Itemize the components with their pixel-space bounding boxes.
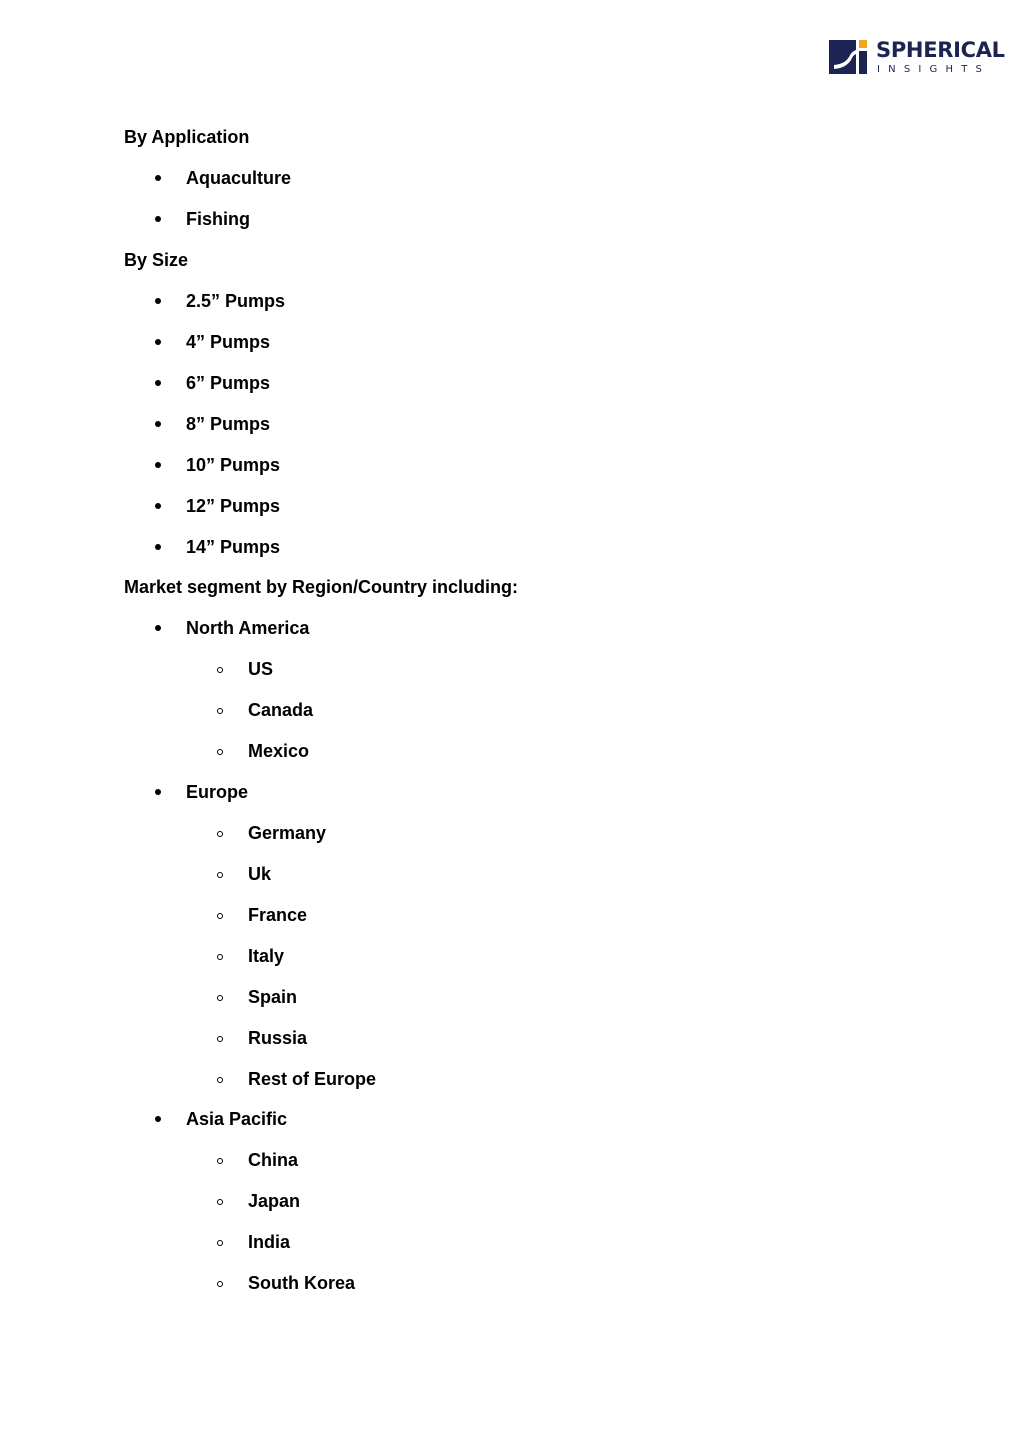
circle-bullet-icon: [217, 831, 223, 837]
country-label: Spain: [248, 987, 298, 1007]
bullet-icon: [155, 421, 161, 427]
country-item: [248, 740, 309, 762]
circle-bullet-icon: [217, 1281, 223, 1287]
list-item-label: 12” Pumps: [186, 496, 281, 516]
country-item: [248, 822, 326, 844]
circle-bullet-icon: [217, 1077, 223, 1083]
country-label: Russia: [248, 1028, 308, 1048]
bullet-icon: [155, 1116, 161, 1122]
country-item: [248, 1068, 376, 1090]
country-label: Italy: [248, 946, 285, 966]
country-label: Mexico: [248, 741, 310, 761]
bullet-icon: [155, 339, 161, 345]
country-label: France: [248, 905, 308, 925]
section-heading-region: Market segment by Region/Country including:: [124, 577, 519, 597]
circle-bullet-icon: [217, 1240, 223, 1246]
country-item: [248, 1272, 355, 1294]
circle-bullet-icon: [217, 872, 223, 878]
country-label: US: [248, 659, 274, 679]
country-item: [248, 699, 313, 721]
circle-bullet-icon: [217, 667, 223, 673]
circle-bullet-icon: [217, 1199, 223, 1205]
region-item: [186, 1108, 287, 1130]
region-label: North America: [186, 618, 310, 638]
section-heading-size: By Size: [124, 250, 189, 270]
list-item-label: 14” Pumps: [186, 537, 281, 557]
list-item: [186, 208, 250, 230]
list-item: [186, 290, 285, 312]
country-label: India: [248, 1232, 291, 1252]
spherical-insights-logo-icon: [829, 40, 867, 74]
country-label: Canada: [248, 700, 314, 720]
list-item: [186, 372, 270, 394]
country-label: South Korea: [248, 1273, 356, 1293]
country-label: Uk: [248, 864, 272, 884]
region-label: Asia Pacific: [186, 1109, 288, 1129]
country-label: Germany: [248, 823, 327, 843]
country-label: Japan: [248, 1191, 301, 1211]
country-item: [248, 863, 271, 885]
country-item: [248, 1231, 290, 1253]
list-item-label: Aquaculture: [186, 168, 292, 188]
country-item: [248, 986, 297, 1008]
region-item: [186, 617, 309, 639]
bullet-icon: [155, 175, 161, 181]
list-item-label: 6” Pumps: [186, 373, 271, 393]
bullet-icon: [155, 625, 161, 631]
list-item: [186, 331, 270, 353]
circle-bullet-icon: [217, 913, 223, 919]
bullet-icon: [155, 544, 161, 550]
circle-bullet-icon: [217, 708, 223, 714]
section-heading-application: By Application: [124, 127, 250, 147]
list-item: [186, 495, 280, 517]
list-item: [186, 413, 270, 435]
bullet-icon: [155, 789, 161, 795]
list-item-label: 10” Pumps: [186, 455, 281, 475]
country-label: China: [248, 1150, 299, 1170]
spherical-insights-logo: [829, 38, 1005, 76]
list-item-label: 4” Pumps: [186, 332, 271, 352]
country-item: [248, 904, 307, 926]
circle-bullet-icon: [217, 954, 223, 960]
country-item: [248, 1149, 298, 1171]
logo-tagline: INSIGHTS: [877, 64, 991, 75]
bullet-icon: [155, 298, 161, 304]
bullet-icon: [155, 503, 161, 509]
list-item: [186, 454, 280, 476]
country-item: [248, 1190, 300, 1212]
list-item-label: 8” Pumps: [186, 414, 271, 434]
bullet-icon: [155, 380, 161, 386]
country-item: [248, 658, 273, 680]
list-item: [186, 167, 291, 189]
logo-wordmark: SPHERICAL: [876, 38, 1005, 62]
circle-bullet-icon: [217, 995, 223, 1001]
list-item-label: 2.5” Pumps: [186, 291, 286, 311]
country-item: [248, 945, 284, 967]
region-item: [186, 781, 248, 803]
country-label: Rest of Europe: [248, 1069, 377, 1089]
bullet-icon: [155, 216, 161, 222]
list-item: [186, 536, 280, 558]
circle-bullet-icon: [217, 1158, 223, 1164]
country-item: [248, 1027, 307, 1049]
bullet-icon: [155, 462, 161, 468]
circle-bullet-icon: [217, 749, 223, 755]
circle-bullet-icon: [217, 1036, 223, 1042]
list-item-label: Fishing: [186, 209, 250, 229]
region-label: Europe: [186, 782, 249, 802]
